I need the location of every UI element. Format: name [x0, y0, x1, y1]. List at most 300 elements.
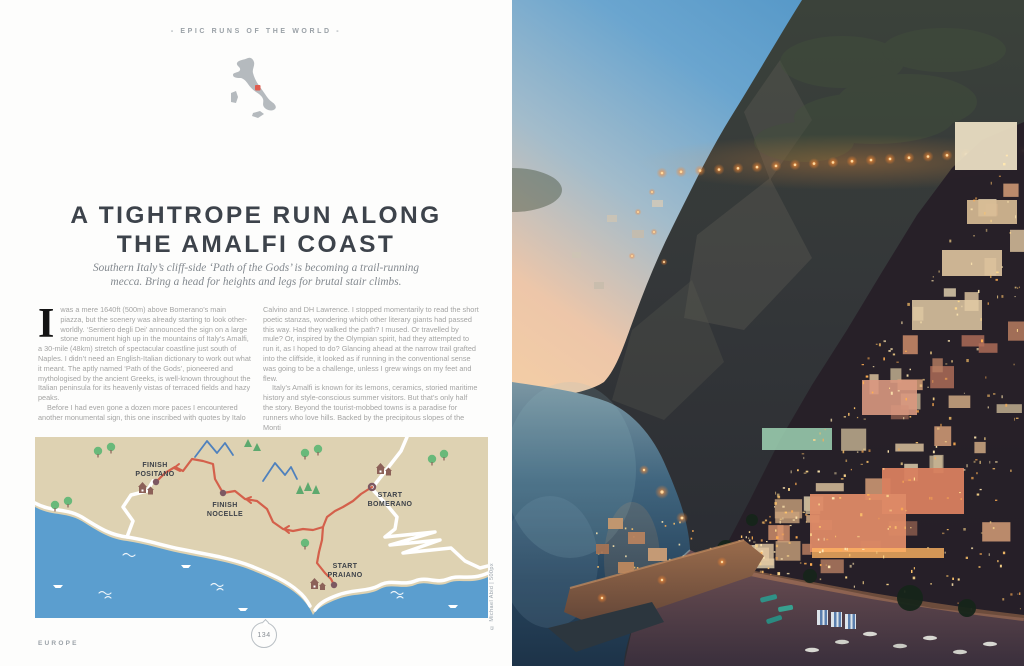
- window-light: [787, 555, 789, 557]
- window-light: [832, 497, 835, 499]
- building-facade: [903, 335, 918, 354]
- page-number: 134: [251, 622, 277, 648]
- window-light: [867, 494, 869, 496]
- window-light: [774, 506, 775, 507]
- window-light: [1002, 598, 1004, 600]
- window-light: [857, 452, 859, 453]
- window-light: [774, 551, 776, 552]
- window-light: [989, 461, 990, 464]
- window-light: [945, 378, 947, 380]
- window-light: [913, 577, 916, 580]
- window-light: [961, 306, 962, 308]
- window-light: [791, 510, 793, 512]
- window-light: [945, 441, 947, 442]
- window-light: [692, 530, 694, 532]
- window-light: [803, 512, 805, 513]
- window-light: [901, 462, 903, 465]
- window-light: [782, 518, 783, 520]
- window-light: [929, 497, 930, 500]
- window-light: [806, 521, 807, 522]
- window-light: [819, 526, 821, 528]
- window-light: [851, 469, 852, 470]
- window-light: [826, 565, 827, 566]
- window-light: [854, 407, 855, 409]
- window-light: [847, 548, 849, 551]
- window-light: [911, 570, 913, 573]
- window-light: [971, 547, 973, 549]
- window-light: [883, 555, 884, 558]
- window-light: [923, 379, 925, 381]
- street-lamp: [631, 255, 633, 257]
- window-light: [825, 429, 826, 430]
- window-light: [806, 471, 809, 473]
- window-light: [788, 488, 790, 491]
- window-light: [632, 528, 634, 530]
- window-light: [910, 416, 912, 417]
- window-light: [993, 468, 996, 469]
- window-light: [796, 536, 798, 538]
- title-line-1: A TIGHTROPE RUN ALONG: [70, 202, 442, 229]
- window-light: [977, 494, 980, 496]
- street-lamp: [699, 169, 702, 172]
- window-light: [973, 200, 975, 202]
- window-light: [845, 548, 847, 550]
- window-light: [1015, 215, 1016, 218]
- window-light: [905, 527, 906, 529]
- window-light: [903, 481, 904, 483]
- window-light: [1019, 592, 1020, 595]
- window-light: [988, 302, 989, 304]
- window-light: [756, 544, 758, 547]
- street-lamp: [927, 155, 930, 158]
- body-column-2: [263, 305, 479, 435]
- window-light: [910, 369, 912, 371]
- window-light: [888, 350, 890, 352]
- window-light: [597, 566, 599, 568]
- window-light: [790, 525, 792, 526]
- window-light: [818, 539, 820, 541]
- window-light: [1003, 552, 1005, 555]
- window-light: [765, 520, 767, 522]
- window-light: [966, 359, 969, 362]
- window-light: [888, 528, 889, 530]
- window-light: [797, 469, 799, 471]
- window-light: [820, 578, 822, 580]
- window-light: [1016, 418, 1019, 419]
- street-lamp: [680, 171, 683, 174]
- window-light: [844, 416, 846, 417]
- standfirst-line-1: Southern Italy’s cliff-side ‘Path of the Gods’ is becoming a trail-running: [92, 262, 420, 274]
- window-light: [679, 544, 681, 546]
- building-facade: [841, 429, 866, 451]
- window-light: [977, 348, 979, 350]
- window-light: [804, 563, 807, 565]
- building-facade: [821, 559, 844, 573]
- window-light: [966, 464, 967, 467]
- window-light: [888, 450, 889, 452]
- window-light: [949, 240, 951, 243]
- window-light: [995, 500, 997, 501]
- window-light: [905, 351, 907, 352]
- building-facade: [775, 499, 802, 518]
- window-light: [625, 528, 627, 530]
- window-light: [971, 263, 972, 265]
- body-text: Italy’s Amalfi is known for its lemons, ceramics, storied maritime history and style-conscious summer visitors. But that’s only half the story. Beyond the tourist-mobbed towns is a paradise for runners who love hills. Backed by the precipitous slopes of the Monti: [263, 383, 478, 432]
- label-positano-1: FINISH: [142, 462, 168, 469]
- running-head: - EPIC RUNS OF THE WORLD -: [170, 28, 342, 35]
- window-light: [1015, 287, 1017, 289]
- window-light: [828, 566, 831, 569]
- window-light: [762, 522, 764, 524]
- window-light: [895, 526, 897, 529]
- window-light: [957, 314, 959, 316]
- window-light: [953, 443, 955, 446]
- route-map: [35, 437, 488, 618]
- window-light: [804, 473, 807, 474]
- window-light: [890, 348, 892, 350]
- window-light: [843, 450, 845, 453]
- window-light: [1014, 364, 1015, 366]
- window-light: [933, 276, 934, 277]
- window-light: [853, 563, 855, 565]
- window-light: [662, 521, 664, 523]
- window-light: [805, 514, 807, 515]
- window-light: [872, 392, 874, 394]
- window-light: [883, 468, 884, 470]
- window-light: [746, 536, 747, 538]
- window-light: [984, 437, 985, 440]
- window-light: [980, 489, 982, 490]
- window-light: [945, 363, 947, 364]
- window-light: [769, 516, 771, 518]
- window-light: [846, 460, 848, 463]
- street-lamp: [651, 191, 653, 193]
- marker-nocelle: [220, 490, 226, 496]
- window-light: [978, 290, 980, 293]
- window-light: [927, 387, 929, 388]
- street-lamp: [851, 160, 854, 163]
- window-light: [903, 417, 904, 419]
- window-light: [820, 564, 822, 566]
- building-facade: [949, 396, 971, 409]
- window-light: [854, 586, 855, 588]
- window-light: [980, 553, 982, 554]
- street-lamp: [908, 156, 911, 159]
- body-column-1: [38, 305, 251, 435]
- window-light: [848, 413, 850, 416]
- window-light: [1005, 404, 1007, 407]
- window-light: [879, 343, 881, 346]
- building-facade: [997, 404, 1022, 413]
- window-light: [927, 547, 929, 548]
- window-light: [869, 449, 871, 452]
- window-light: [907, 303, 910, 306]
- window-light: [1019, 287, 1020, 289]
- window-light: [958, 603, 959, 604]
- window-light: [988, 406, 989, 408]
- window-light: [986, 229, 988, 232]
- window-light: [959, 492, 961, 493]
- window-light: [946, 575, 948, 576]
- window-light: [990, 275, 991, 278]
- window-light: [781, 558, 783, 560]
- window-light: [776, 536, 779, 539]
- window-light: [1010, 470, 1012, 472]
- window-light: [971, 477, 973, 479]
- window-light: [958, 301, 960, 303]
- window-light: [673, 523, 675, 525]
- window-light: [835, 536, 836, 538]
- window-light: [810, 563, 812, 566]
- window-light: [857, 417, 858, 418]
- window-light: [973, 235, 975, 237]
- window-light: [876, 344, 878, 345]
- window-light: [901, 321, 903, 324]
- street-lamp: [889, 158, 892, 161]
- window-light: [813, 439, 815, 441]
- window-light: [795, 483, 796, 485]
- street-lamp: [663, 261, 665, 263]
- marker-positano: [153, 479, 159, 485]
- window-light: [785, 512, 787, 514]
- window-light: [1020, 608, 1021, 609]
- window-light: [691, 538, 693, 540]
- street-lamp: [794, 164, 797, 167]
- window-light: [839, 549, 842, 551]
- standfirst-line-2: mecca. Bring a head for heights and legs for brutal stair climbs.: [110, 275, 402, 288]
- window-light: [980, 318, 982, 321]
- window-light: [939, 271, 940, 273]
- window-light: [869, 498, 871, 499]
- window-light: [834, 472, 836, 474]
- window-light: [1002, 395, 1003, 398]
- window-light: [841, 478, 844, 479]
- window-light: [769, 522, 771, 524]
- building-facade: [962, 335, 985, 346]
- street-lamp: [756, 166, 759, 169]
- label-bomerano-2: BOMERANO: [367, 501, 413, 508]
- street-lamp: [870, 159, 873, 162]
- window-light: [883, 357, 885, 360]
- label-praiano-2: PRAIANO: [327, 572, 363, 579]
- window-light: [782, 506, 784, 508]
- window-light: [1006, 155, 1008, 157]
- window-light: [979, 461, 981, 464]
- window-light: [901, 508, 903, 511]
- window-light: [987, 395, 990, 397]
- window-light: [775, 529, 776, 531]
- window-light: [776, 545, 778, 548]
- window-light: [948, 340, 950, 342]
- title-line-2: THE AMALFI COAST: [116, 231, 396, 258]
- window-light: [906, 398, 908, 401]
- window-light: [971, 208, 973, 210]
- window-light: [1014, 418, 1015, 421]
- window-light: [665, 525, 667, 527]
- building-facade: [776, 541, 801, 561]
- label-bomerano-1: START: [377, 492, 403, 499]
- window-light: [863, 581, 864, 584]
- window-light: [914, 567, 915, 569]
- window-light: [889, 526, 891, 528]
- window-light: [932, 280, 934, 281]
- window-light: [868, 357, 870, 359]
- window-light: [990, 521, 992, 523]
- window-light: [596, 532, 598, 534]
- photo-credit: © Michael Abid | 500px: [489, 563, 495, 630]
- window-light: [997, 560, 998, 562]
- window-light: [898, 390, 900, 391]
- window-light: [862, 549, 864, 550]
- window-light: [1002, 266, 1003, 268]
- window-light: [914, 478, 915, 481]
- window-light: [775, 557, 778, 560]
- window-light: [818, 504, 820, 506]
- street-lamp: [637, 211, 639, 213]
- body-text: was a mere 1640ft (500m) above Bomerano’s main piazza, but the scenery was already starting to look other-worldly. ‘Sentiero degli Dei’ announced the sign on a large stone monument high up in the mountains of Italy’s Amalfi, a 30-mile (48km) stretch of spectacular coastline just south of Naples. I didn’t need an English-Italian dictionary to work out what it meant. The aptly named ‘Path of the Gods’, pioneered and mythologised by the ancient Greeks, is well-known throughout the Italian peninsula for its heavenly vistas of terraced fields and hazy peaks.: [38, 305, 251, 403]
- window-light: [789, 542, 791, 544]
- window-light: [920, 384, 923, 387]
- article-title: [20, 201, 492, 259]
- window-light: [964, 469, 966, 471]
- amalfi-region-marker: [255, 85, 261, 91]
- window-light: [1001, 295, 1003, 298]
- body-text: Before I had even gone a dozen more paces I encountered another monumental sign, this one inscribed with quotes by Italo: [38, 402, 246, 422]
- window-light: [818, 471, 820, 473]
- window-light: [802, 453, 805, 454]
- window-light: [933, 451, 935, 454]
- building-facade: [1003, 184, 1018, 197]
- window-light: [760, 544, 762, 546]
- window-light: [975, 459, 977, 460]
- window-light: [947, 497, 949, 499]
- window-light: [761, 539, 763, 541]
- window-light: [819, 432, 821, 434]
- window-light: [822, 549, 824, 552]
- window-light: [787, 573, 790, 574]
- italy-outline: [231, 58, 276, 118]
- window-light: [866, 376, 869, 378]
- window-light: [796, 517, 798, 519]
- window-light: [916, 442, 918, 443]
- window-light: [889, 388, 890, 389]
- street-lamp: [946, 154, 949, 157]
- window-light: [845, 576, 847, 578]
- section-label: EUROPE: [38, 640, 79, 647]
- window-light: [1015, 296, 1016, 297]
- window-light: [1017, 329, 1018, 332]
- window-light: [989, 553, 990, 556]
- window-light: [844, 474, 846, 477]
- street-lamp: [653, 231, 655, 233]
- right-page: [512, 0, 1024, 666]
- window-light: [839, 497, 841, 499]
- window-light: [942, 533, 944, 535]
- window-light: [634, 567, 636, 569]
- window-light: [974, 437, 976, 439]
- street-lamp: [813, 162, 816, 165]
- window-light: [780, 521, 782, 524]
- window-light: [997, 296, 998, 299]
- window-light: [625, 555, 627, 557]
- window-light: [893, 354, 895, 356]
- window-light: [991, 220, 992, 222]
- window-light: [891, 392, 893, 395]
- window-light: [886, 584, 888, 585]
- window-light: [996, 279, 998, 281]
- standfirst: [40, 262, 472, 289]
- window-light: [985, 376, 986, 378]
- window-light: [961, 498, 962, 500]
- window-light: [995, 461, 998, 463]
- window-light: [966, 557, 968, 559]
- window-light: [749, 531, 750, 533]
- street-lamp: [661, 172, 664, 175]
- italy-locator-icon: [224, 56, 286, 122]
- window-light: [873, 366, 875, 367]
- label-nocelle-2: NOCELLE: [206, 511, 244, 518]
- window-light: [780, 519, 782, 521]
- window-light: [931, 497, 932, 500]
- window-light: [981, 532, 983, 533]
- label-nocelle-1: FINISH: [212, 502, 238, 509]
- window-light: [898, 448, 900, 450]
- window-light: [849, 554, 850, 557]
- window-light: [974, 461, 976, 463]
- marker-praiano: [331, 582, 337, 588]
- window-light: [774, 502, 777, 505]
- window-light: [1003, 163, 1006, 166]
- window-light: [975, 197, 977, 199]
- window-light: [777, 494, 780, 497]
- window-light: [793, 520, 795, 521]
- window-light: [752, 536, 753, 539]
- window-light: [886, 495, 888, 497]
- building-facade: [974, 442, 985, 453]
- building-facade: [934, 426, 951, 446]
- window-light: [932, 403, 934, 406]
- window-light: [878, 518, 879, 520]
- window-light: [952, 578, 954, 580]
- building-facade: [932, 358, 942, 372]
- window-light: [1000, 565, 1002, 568]
- window-light: [831, 419, 833, 422]
- building-facade: [982, 522, 1010, 541]
- building-facade: [816, 483, 844, 491]
- window-light: [863, 449, 866, 450]
- label-positano-2: POSITANO: [135, 471, 175, 478]
- window-light: [993, 527, 995, 529]
- window-light: [936, 446, 938, 448]
- window-light: [1010, 232, 1012, 234]
- window-light: [981, 339, 983, 342]
- window-light: [741, 536, 742, 539]
- window-light: [775, 492, 776, 495]
- window-light: [862, 451, 864, 453]
- window-light: [945, 552, 946, 554]
- window-light: [862, 364, 864, 365]
- street-lamp: [775, 165, 778, 168]
- window-light: [1007, 201, 1009, 203]
- window-light: [613, 545, 615, 547]
- window-light: [803, 457, 804, 459]
- window-light: [952, 583, 954, 586]
- window-light: [1010, 593, 1012, 595]
- window-light: [907, 374, 909, 376]
- window-light: [908, 480, 911, 481]
- window-light: [979, 566, 981, 568]
- window-light: [991, 182, 992, 185]
